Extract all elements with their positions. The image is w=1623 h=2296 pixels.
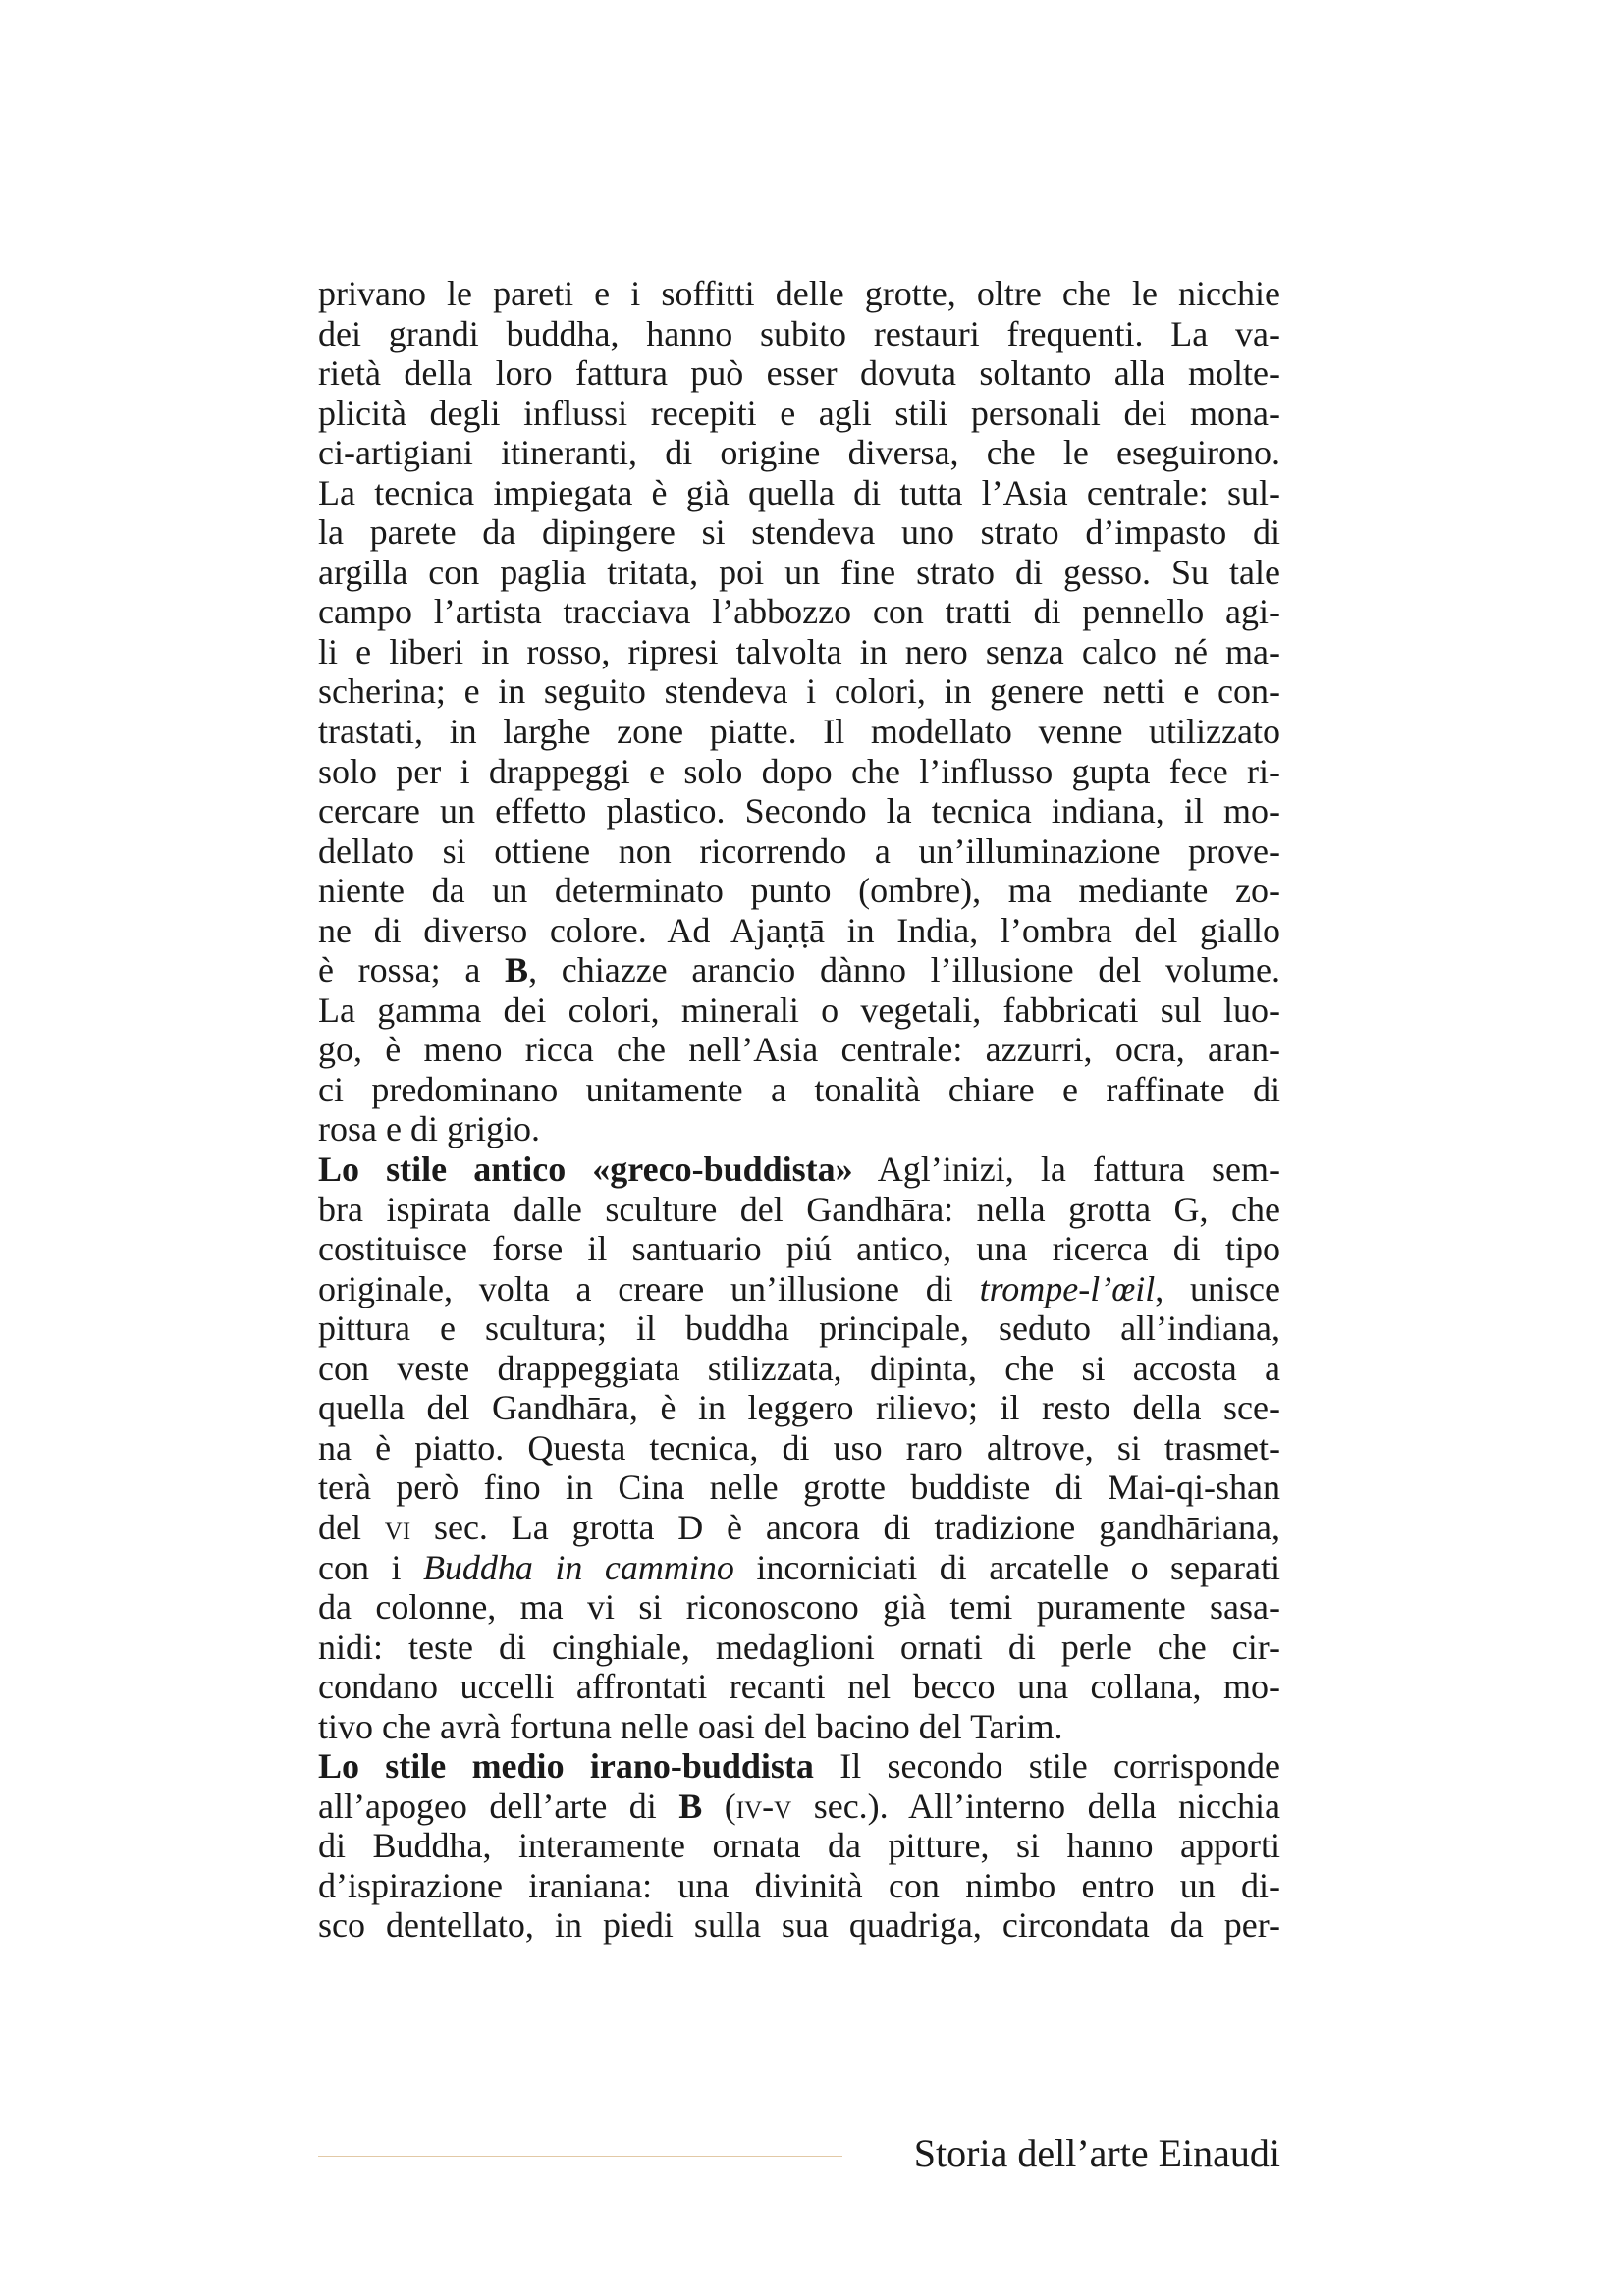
text-line bbox=[318, 1388, 1280, 1428]
body-text bbox=[318, 274, 1280, 1946]
text-line bbox=[318, 950, 1280, 990]
text-segment: dellato si ottiene non ricorrendo a un’illuminazione prove- bbox=[318, 830, 1280, 871]
text-line bbox=[318, 752, 1280, 792]
text-line bbox=[318, 911, 1280, 951]
text-segment: all’apogeo dell’arte di bbox=[318, 1786, 679, 1826]
footer-title: Storia dell’arte Einaudi bbox=[913, 2131, 1280, 2175]
text-segment: sec. La grotta D è ancora di tradizione gandhāriana, bbox=[410, 1507, 1280, 1547]
text-line bbox=[318, 592, 1280, 632]
text-line bbox=[318, 353, 1280, 394]
text-line bbox=[318, 1707, 1280, 1747]
bold-text: Lo stile medio irano-buddista bbox=[318, 1746, 814, 1787]
text-line bbox=[318, 632, 1280, 672]
text-segment: scherina; e in seguito stendeva i colori, in genere netti e con- bbox=[318, 671, 1280, 712]
text-segment: nidi: teste di cinghiale, medaglioni ornati di perle che cir- bbox=[318, 1627, 1280, 1667]
text-segment: Agl’inizi, la fattura sem- bbox=[852, 1149, 1280, 1190]
text-line bbox=[318, 1149, 1280, 1190]
text-line bbox=[318, 712, 1280, 752]
text-line bbox=[318, 553, 1280, 593]
text-line bbox=[318, 990, 1280, 1031]
text-line bbox=[318, 1508, 1280, 1548]
text-segment: con veste drappeggiata stilizzata, dipinta, che si accosta a bbox=[318, 1348, 1280, 1388]
text-segment: del bbox=[318, 1507, 385, 1547]
text-line bbox=[318, 1468, 1280, 1508]
text-segment: terà però fino in Cina nelle grotte buddiste di Mai-qi-shan bbox=[318, 1468, 1280, 1508]
text-line bbox=[318, 1548, 1280, 1588]
text-line bbox=[318, 1628, 1280, 1668]
smallcaps-text: iv-v bbox=[735, 1786, 792, 1826]
smallcaps-text: vi bbox=[384, 1507, 411, 1547]
text-segment: pittura e scultura; il buddha principale, seduto all’indiana, bbox=[318, 1308, 1280, 1349]
text-segment: , chiazze arancio dànno l’illusione del volume. bbox=[528, 950, 1280, 990]
text-line bbox=[318, 1030, 1280, 1070]
text-line bbox=[318, 1746, 1280, 1787]
text-segment: solo per i drappeggi e solo dopo che l’influsso gupta fece ri- bbox=[318, 751, 1280, 791]
text-segment: tivo che avrà fortuna nelle oasi del bacino del Tarim. bbox=[318, 1706, 1063, 1746]
text-segment: go, è meno ricca che nell’Asia centrale: azzurri, ocra, aran- bbox=[318, 1030, 1280, 1070]
text-line bbox=[318, 671, 1280, 712]
text-line bbox=[318, 1787, 1280, 1827]
text-segment: Il secondo stile corrisponde bbox=[813, 1746, 1280, 1787]
text-line bbox=[318, 1070, 1280, 1110]
text-line bbox=[318, 433, 1280, 473]
text-segment: costituisce forse il santuario piú antico, una ricerca di tipo bbox=[318, 1229, 1280, 1269]
text-line bbox=[318, 1349, 1280, 1389]
text-line bbox=[318, 512, 1280, 553]
text-line bbox=[318, 1866, 1280, 1906]
text-segment: cercare un effetto plastico. Secondo la tecnica indiana, il mo- bbox=[318, 791, 1280, 831]
text-segment: plicità degli influssi recepiti e agli stili personali dei mona- bbox=[318, 393, 1280, 433]
text-line bbox=[318, 1428, 1280, 1468]
text-line bbox=[318, 394, 1280, 434]
text-line bbox=[318, 831, 1280, 872]
text-segment: la parete da dipingere si stendeva uno strato d’impasto di bbox=[318, 512, 1280, 553]
text-segment: campo l’artista tracciava l’abbozzo con tratti di pennello agi- bbox=[318, 592, 1280, 632]
text-line bbox=[318, 1308, 1280, 1349]
text-line bbox=[318, 1905, 1280, 1946]
text-line bbox=[318, 1190, 1280, 1230]
text-segment: ne di diverso colore. Ad Ajaṇṭā in India, l’ombra del giallo bbox=[318, 910, 1280, 950]
text-line bbox=[318, 473, 1280, 513]
text-segment: dei grandi buddha, hanno subito restauri frequenti. La va- bbox=[318, 313, 1280, 353]
text-segment: incorniciati di arcatelle o separati bbox=[733, 1547, 1280, 1587]
text-segment: condano uccelli affrontati recanti nel becco una collana, mo- bbox=[318, 1667, 1280, 1707]
text-line bbox=[318, 871, 1280, 911]
text-segment: di Buddha, interamente ornata da pitture, si hanno apporti bbox=[318, 1826, 1280, 1866]
text-line bbox=[318, 1109, 1280, 1149]
bold-text: Lo stile antico «greco-buddista» bbox=[318, 1149, 853, 1190]
text-segment: niente da un determinato punto (ombre), ma mediante zo- bbox=[318, 871, 1280, 911]
text-segment: ( bbox=[702, 1786, 736, 1826]
text-segment: na è piatto. Questa tecnica, di uso raro altrove, si trasmet- bbox=[318, 1427, 1280, 1468]
text-segment: rietà della loro fattura può esser dovuta soltanto alla molte- bbox=[318, 353, 1280, 394]
text-segment: con i bbox=[318, 1547, 423, 1587]
text-line bbox=[318, 314, 1280, 354]
bold-text: B bbox=[678, 1786, 703, 1826]
text-segment: li e liberi in rosso, ripresi talvolta in nero senza calco né ma- bbox=[318, 631, 1280, 671]
text-segment: quella del Gandhāra, è in leggero rilievo; il resto della sce- bbox=[318, 1388, 1280, 1428]
text-segment: privano le pareti e i soffitti delle grotte, oltre che le nicchie bbox=[318, 274, 1280, 313]
text-segment: sco dentellato, in piedi sulla sua quadriga, circondata da per- bbox=[318, 1905, 1280, 1946]
text-segment: La tecnica impiegata è già quella di tutta l’Asia centrale: sul- bbox=[318, 472, 1280, 512]
text-segment: è rossa; a bbox=[318, 950, 506, 990]
text-line bbox=[318, 1587, 1280, 1628]
text-line bbox=[318, 1826, 1280, 1866]
text-segment: , unisce bbox=[1155, 1268, 1280, 1308]
text-segment: ci-artigiani itineranti, di origine diversa, che le eseguirono. bbox=[318, 433, 1280, 473]
text-segment: d’ispirazione iraniana: una divinità con nimbo entro un di- bbox=[318, 1865, 1280, 1905]
text-line bbox=[318, 1229, 1280, 1269]
text-line bbox=[318, 791, 1280, 831]
text-line bbox=[318, 274, 1280, 314]
text-segment: rosa e di grigio. bbox=[318, 1109, 540, 1149]
text-segment: ci predominano unitamente a tonalità chiare e raffinate di bbox=[318, 1069, 1280, 1109]
text-segment: La gamma dei colori, minerali o vegetali, fabbricati sul luo- bbox=[318, 989, 1280, 1030]
text-line bbox=[318, 1269, 1280, 1309]
text-segment: argilla con paglia tritata, poi un fine strato di gesso. Su tale bbox=[318, 552, 1280, 592]
text-line bbox=[318, 1667, 1280, 1707]
text-segment: bra ispirata dalle sculture del Gandhāra: nella grotta G, che bbox=[318, 1189, 1280, 1229]
italic-text: trompe-l’œil bbox=[979, 1268, 1156, 1308]
text-segment: da colonne, ma vi si riconoscono già temi puramente sasa- bbox=[318, 1587, 1280, 1628]
text-segment: trastati, in larghe zone piatte. Il modellato venne utilizzato bbox=[318, 712, 1280, 752]
text-segment: originale, volta a creare un’illusione di bbox=[318, 1268, 980, 1308]
italic-text: Buddha in cammino bbox=[422, 1547, 734, 1587]
bold-text: B bbox=[505, 950, 529, 990]
text-segment: sec.). All’interno della nicchia bbox=[791, 1786, 1280, 1826]
footer-rule bbox=[318, 2156, 842, 2157]
